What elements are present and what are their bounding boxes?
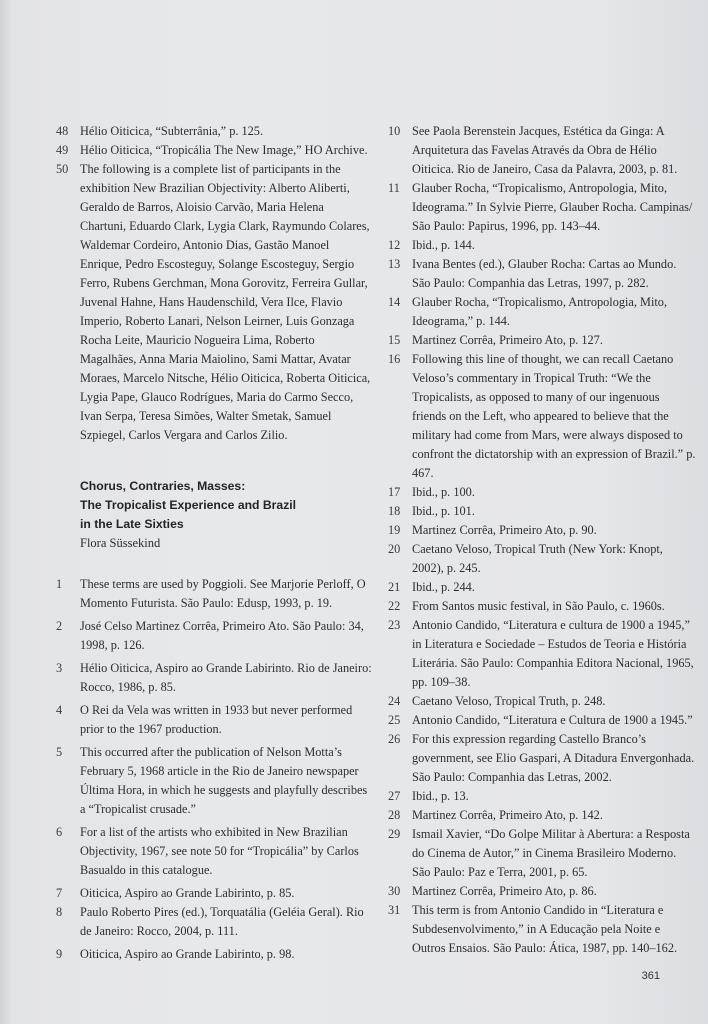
endnote-item — [386, 540, 696, 578]
endnote-number: 23 — [388, 618, 401, 632]
endnote-item — [56, 903, 372, 941]
endnote-text: Antonio Candido, “Literatura e cultura de 1900 a 1945,” in Literatura e Sociedade – Estudos de Teoria e História Literária. São Paulo: Companhia Editora Nacional, 1965, pp. 109–38. — [412, 618, 694, 689]
endnote-item — [386, 331, 696, 350]
endnote-number: 12 — [388, 238, 401, 252]
endnote-text: For a list of the artists who exhibited in New Brazilian Objectivity, 1967, see note 50 for “Tropicália” by Carlos Basualdo in this catalogue. — [80, 825, 359, 877]
endnote-text: See Paola Berenstein Jacques, Estética da Ginga: A Arquitetura das Favelas Através da Obra de Hélio Oiticica. Rio de Janeiro, Casa da Palavra, 2003, p. 81. — [412, 124, 678, 176]
endnote-item — [386, 730, 696, 787]
endnote-number: 3 — [56, 661, 63, 675]
endnote-text: Ivana Bentes (ed.), Glauber Rocha: Cartas ao Mundo. São Paulo: Companhia das Letras, 1997, p. 282. — [412, 257, 677, 290]
endnote-text: Glauber Rocha, “Tropicalismo, Antropologia, Mito, Ideograma,” p. 144. — [412, 295, 668, 328]
endnote-item — [386, 122, 696, 179]
endnote-number: 15 — [388, 333, 401, 347]
endnote-number: 18 — [388, 504, 401, 518]
endnote-text: From Santos music festival, in São Paulo, c. 1960s. — [412, 599, 665, 613]
endnote-item — [386, 179, 696, 236]
endnote-text: Paulo Roberto Pires (ed.), Torquatália (Geléia Geral). Rio de Janeiro: Rocco, 2004, p. 111. — [80, 905, 364, 938]
endnote-text: This occurred after the publication of Nelson Motta’s February 5, 1968 article in the Rio de Janeiro newspaper Última Hora, in which he suggests and playfully describes a “Tropicalist crusade.” — [80, 745, 368, 816]
endnote-item — [386, 711, 696, 730]
endnote-number: 16 — [388, 352, 401, 366]
endnote-number: 30 — [388, 884, 401, 898]
endnote-number: 31 — [388, 903, 401, 917]
endnote-item — [56, 141, 372, 160]
endnotes-list-continued — [386, 122, 696, 958]
endnote-text: Hélio Oiticica, Aspiro ao Grande Labirinto. Rio de Janeiro: Rocco, 1986, p. 85. — [80, 661, 372, 694]
endnote-text: Ibid., p. 100. — [412, 485, 475, 499]
endnote-number: 14 — [388, 295, 401, 309]
endnote-item — [56, 743, 372, 819]
endnote-text: Caetano Veloso, Tropical Truth (New York: Knopt, 2002), p. 245. — [412, 542, 663, 575]
endnote-number: 48 — [56, 124, 69, 138]
endnote-item — [386, 882, 696, 901]
endnote-number: 9 — [56, 947, 63, 961]
endnote-number: 20 — [388, 542, 401, 556]
right-column — [386, 122, 696, 958]
endnote-item — [56, 122, 372, 141]
endnote-item — [56, 884, 372, 903]
endnote-text: Antonio Candido, “Literatura e Cultura de 1900 a 1945.” — [412, 713, 693, 727]
endnote-item — [386, 578, 696, 597]
endnote-number: 13 — [388, 257, 401, 271]
endnote-number: 4 — [56, 703, 63, 717]
endnote-number: 50 — [56, 162, 69, 176]
endnote-text: Oiticica, Aspiro ao Grande Labirinto, p. 98. — [80, 947, 295, 961]
section-title: Chorus, Contraries, Masses: The Tropicalist Experience and Brazil in the Late Sixties — [80, 479, 297, 531]
endnotes-list-part-b — [56, 575, 372, 964]
endnote-number: 10 — [388, 124, 401, 138]
endnote-item — [386, 502, 696, 521]
endnote-number: 24 — [388, 694, 401, 708]
endnote-item — [56, 575, 372, 613]
endnote-text: O Rei da Vela was written in 1933 but never performed prior to the 1967 production. — [80, 703, 353, 736]
left-column — [56, 122, 372, 964]
endnote-item — [386, 236, 696, 255]
endnote-text: Ibid., p. 101. — [412, 504, 475, 518]
endnote-text: This term is from Antonio Candido in “Literatura e Subdesenvolvimento,” in A Educação pela Noite e Outros Ensaios. São Paulo: Ática, 1987, pp. 140–162. — [412, 903, 678, 955]
endnote-number: 19 — [388, 523, 401, 537]
endnote-number: 8 — [56, 905, 63, 919]
endnote-number: 5 — [56, 745, 63, 759]
endnote-item — [386, 901, 696, 958]
endnote-item — [56, 945, 372, 964]
endnote-number: 26 — [388, 732, 401, 746]
endnote-number: 1 — [56, 577, 63, 591]
endnote-number: 49 — [56, 143, 69, 157]
endnote-number: 25 — [388, 713, 401, 727]
endnote-item — [386, 350, 696, 483]
endnote-text: Ibid., p. 144. — [412, 238, 475, 252]
endnote-item — [56, 160, 372, 445]
endnote-text: Martinez Corrêa, Primeiro Ato, p. 142. — [412, 808, 603, 822]
endnote-item — [386, 293, 696, 331]
endnote-text: Martinez Corrêa, Primeiro Ato, p. 127. — [412, 333, 603, 347]
endnote-number: 2 — [56, 619, 63, 633]
endnote-item — [386, 806, 696, 825]
endnote-number: 11 — [388, 181, 400, 195]
endnote-item — [56, 659, 372, 697]
endnote-text: Hélio Oiticica, “Tropicália The New Image,” HO Archive. — [80, 143, 368, 157]
endnote-text: José Celso Martinez Corrêa, Primeiro Ato. São Paulo: 34, 1998, p. 126. — [80, 619, 364, 652]
endnote-text: Martinez Corrêa, Primeiro Ato, p. 86. — [412, 884, 597, 898]
endnote-text: Following this line of thought, we can recall Caetano Veloso’s commentary in Tropical Truth: “We the Tropicalists, as opposed to many of our ingenuous friends on the Left, who appeared to believe that the military had come from Mars, were always disposed to confront the dictatorship with an expression of Brazil.” p. 467. — [412, 352, 696, 480]
endnote-text: Ibid., p. 244. — [412, 580, 475, 594]
section-heading — [80, 477, 372, 553]
endnote-item — [56, 617, 372, 655]
endnote-item — [56, 701, 372, 739]
endnotes-list-part-a — [56, 122, 372, 445]
endnote-number: 27 — [388, 789, 401, 803]
endnote-number: 29 — [388, 827, 401, 841]
endnote-item — [386, 597, 696, 616]
endnote-number: 17 — [388, 485, 401, 499]
endnote-item — [56, 823, 372, 880]
endnote-item — [386, 787, 696, 806]
page-number: 361 — [641, 970, 660, 982]
endnote-item — [386, 692, 696, 711]
endnote-number: 21 — [388, 580, 401, 594]
endnote-number: 22 — [388, 599, 401, 613]
endnote-text: These terms are used by Poggioli. See Marjorie Perloff, O Momento Futurista. São Paulo: Edusp, 1993, p. 19. — [80, 577, 366, 610]
endnote-text: Martinez Corrêa, Primeiro Ato, p. 90. — [412, 523, 597, 537]
section-author: Flora Süssekind — [80, 536, 161, 550]
endnote-text: Caetano Veloso, Tropical Truth, p. 248. — [412, 694, 606, 708]
endnote-item — [386, 483, 696, 502]
endnote-number: 28 — [388, 808, 401, 822]
endnote-number: 6 — [56, 825, 63, 839]
endnote-text: Hélio Oiticica, “Subterrânia,” p. 125. — [80, 124, 264, 138]
endnote-text: Ismail Xavier, “Do Golpe Militar à Abertura: a Resposta do Cinema de Autor,” in Cinema Brasileiro Moderno. São Paulo: Paz e Terra, 2001, p. 65. — [412, 827, 690, 879]
endnote-text: Glauber Rocha, “Tropicalismo, Antropologia, Mito, Ideograma.” In Sylvie Pierre, Glauber Rocha. Campinas/ São Paulo: Papirus, 1996, pp. 143–44. — [412, 181, 693, 233]
endnote-number: 7 — [56, 886, 63, 900]
endnote-text: Ibid., p. 13. — [412, 789, 469, 803]
endnote-item — [386, 616, 696, 692]
endnote-text: For this expression regarding Castello Branco’s government, see Elio Gaspari, A Ditadura Envergonhada. São Paulo: Companhia das Letras, 2002. — [412, 732, 695, 784]
endnote-item — [386, 255, 696, 293]
endnote-text: Oiticica, Aspiro ao Grande Labirinto, p. 85. — [80, 886, 295, 900]
endnote-item — [386, 521, 696, 540]
endnote-item — [386, 825, 696, 882]
endnote-text: The following is a complete list of participants in the exhibition New Brazilian Objectivity: Alberto Aliberti, Geraldo de Barros, Aloisio Carvão, Maria Helena Chartuni, Eduardo Clark, Lygia Clark, Raymundo Colares, Waldemar Cordeiro, Antonio Dias, Gastão Manoel Enrique, Pedro Escosteguy, Solange Escosteguy, Sergio Ferro, Rubens Gerchman, Mona Gorovitz, Ferreira Gullar, Juvenal Hahne, Hans Haudenschild, Vera Ilce, Flavio Imperio, Roberto Lanari, Nelson Leirner, Luis Gonzaga Rocha Leite, Mauricio Nogueira Lima, Roberto Magalhães, Anna Maria Maiolino, Sami Mattar, Avatar Moraes, Marcelo Nitsche, Hélio Oiticica, Roberta Oiticica, Lygia Pape, Glauco Rodrígues, Maria do Carmo Secco, Ivan Serpa, Teresa Simões, Walter Smetak, Samuel Szpiegel, Carlos Vergara and Carlos Zilio. — [80, 162, 371, 442]
